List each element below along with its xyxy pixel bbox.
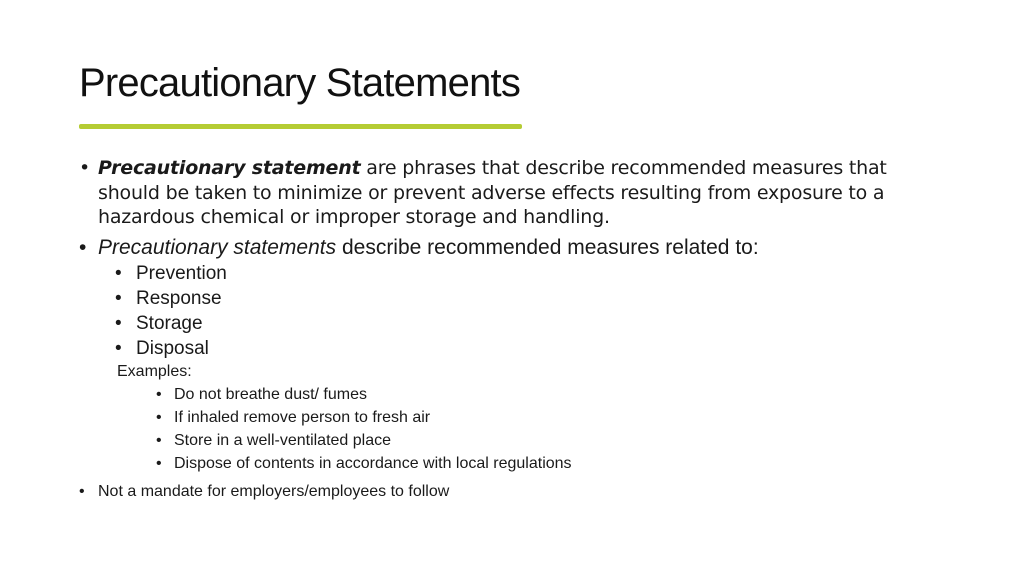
mandate-note-text: Not a mandate for employers/employees to follow [98,482,450,500]
category-label: Disposal [136,337,209,359]
bullet-icon: • [115,287,122,309]
slide-title: Precautionary Statements [79,61,521,105]
example-text: If inhaled remove person to fresh air [174,408,431,426]
list-item [79,336,949,361]
bullet-icon: • [156,455,162,473]
bullet-icon: • [156,408,162,426]
bullet-icon: • [156,432,162,450]
category-label: Response [136,287,222,309]
category-label: Prevention [136,262,227,284]
list-item [79,383,949,406]
examples-label: Examples: [117,362,192,380]
categories-intro-text: describe recommended measures related to: [336,235,759,259]
bullet-icon: • [115,312,122,334]
definition-text: are phrases that describe recommended measures that should be taken to minimize or prevent adverse effects resulting from exposure to a hazardous chemical or improper storage and handling. [98,157,887,228]
example-text: Dispose of contents in accordance with local regulations [174,455,572,473]
list-item [79,311,949,336]
bullet-definition [79,156,949,230]
list-item [79,429,949,452]
example-text: Store in a well-ventilated place [174,432,392,450]
example-text: Do not breathe dust/ fumes [174,385,367,403]
category-label: Storage [136,312,203,334]
bullet-icon: • [115,262,122,284]
list-item [79,261,949,286]
term-emphasis: Precautionary statement [98,157,361,179]
bullet-icon: • [79,235,87,259]
bullet-icon: • [79,157,91,179]
list-item [79,286,949,311]
term-emphasis: Precautionary statements [98,235,337,259]
bullet-mandate-note [79,481,949,503]
list-item [79,452,949,475]
slide-body [79,156,949,503]
bullet-icon: • [115,337,122,359]
list-item [79,406,949,429]
title-underline [79,124,522,129]
bullet-icon: • [156,385,162,403]
bullet-categories [79,234,949,261]
bullet-icon: • [79,482,85,500]
